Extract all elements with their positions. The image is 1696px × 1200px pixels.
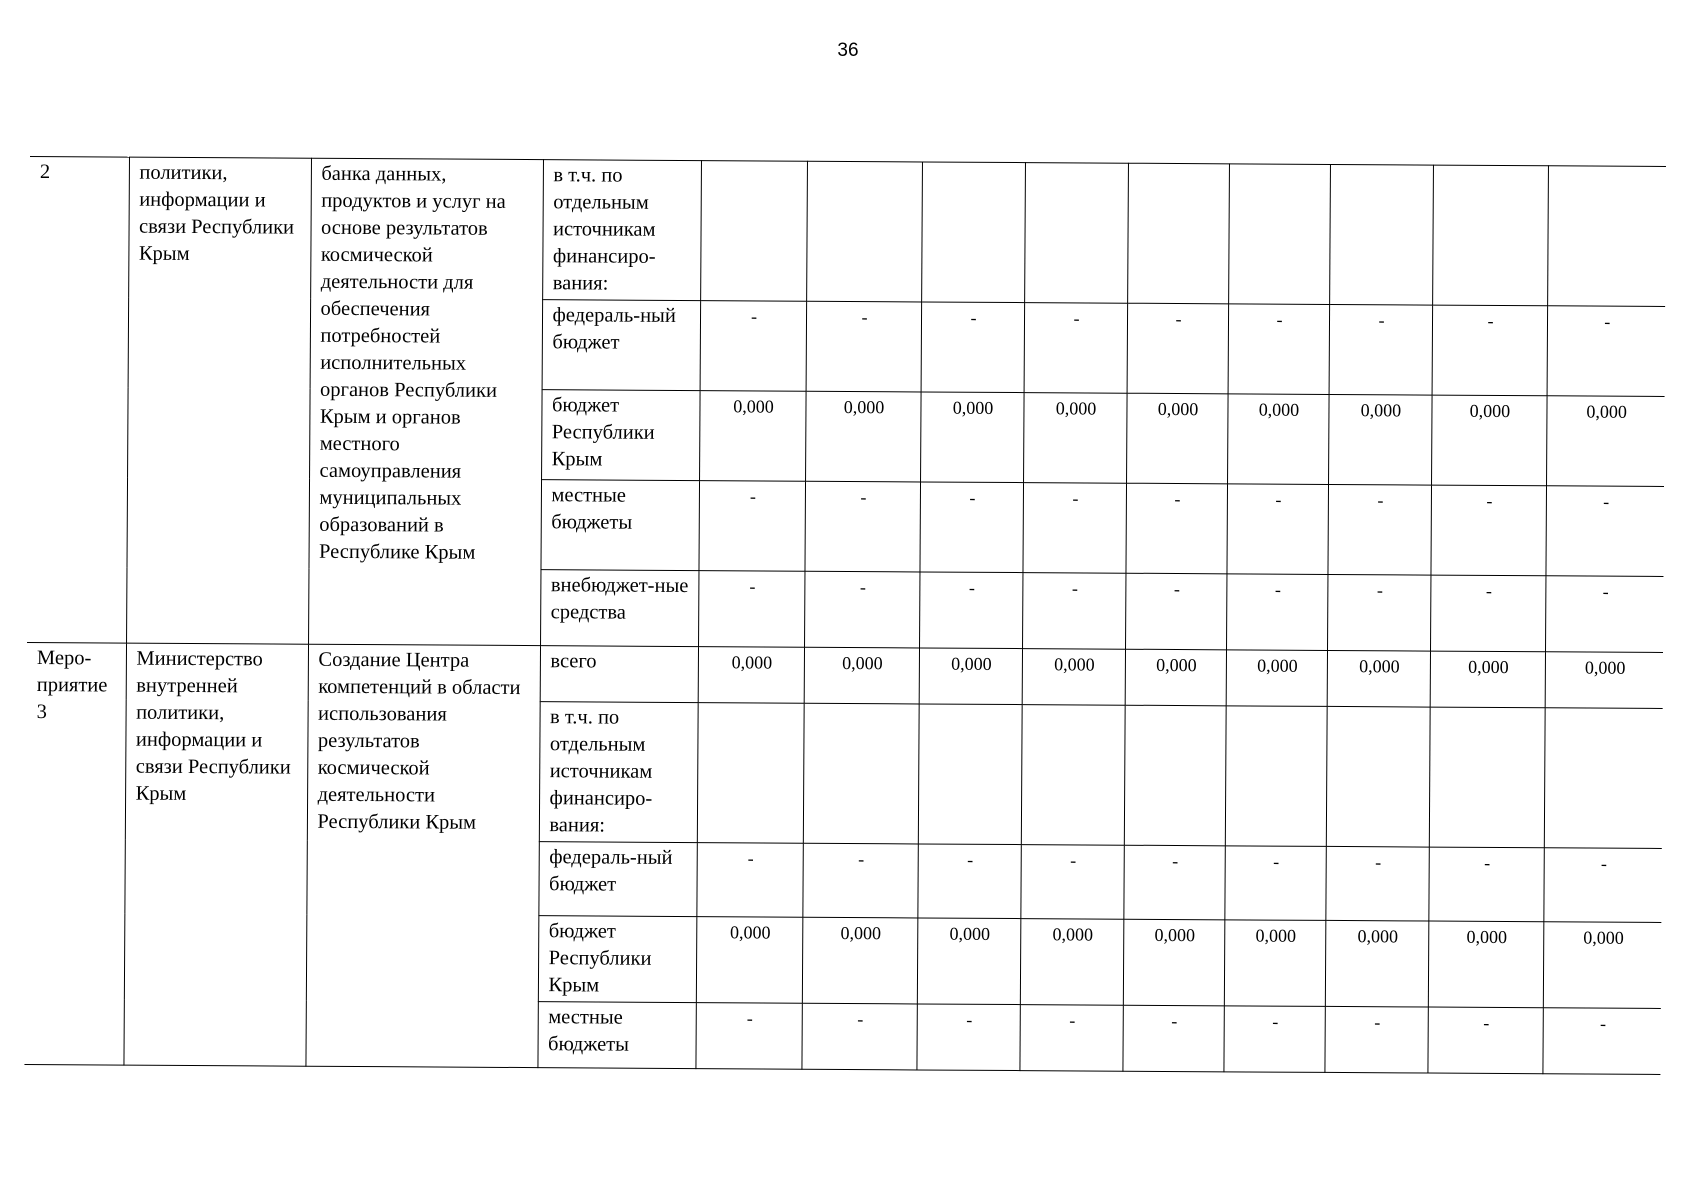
value-cell bbox=[1326, 706, 1430, 847]
value-cell: - bbox=[1122, 1005, 1223, 1072]
funding-source-cell: федераль-ный бюджет bbox=[538, 842, 696, 917]
value-cell bbox=[1329, 164, 1433, 305]
funding-source-cell: местные бюджеты bbox=[537, 1002, 695, 1069]
table-row bbox=[29, 156, 1666, 306]
value-cell: 0,000 bbox=[1325, 920, 1429, 1007]
funding-source-cell: местные бюджеты bbox=[540, 480, 699, 571]
value-cell: 0,000 bbox=[1327, 650, 1430, 707]
value-cell: - bbox=[698, 571, 804, 648]
value-cell: 0,000 bbox=[917, 918, 1021, 1005]
value-cell: 0,000 bbox=[1022, 649, 1125, 706]
row-number-cell: Меро-приятие 3 bbox=[24, 642, 126, 1065]
value-cell: - bbox=[1325, 846, 1428, 921]
value-cell: 0,000 bbox=[1328, 394, 1432, 485]
value-cell bbox=[921, 162, 1025, 303]
value-cell: - bbox=[1547, 306, 1666, 397]
value-cell: - bbox=[804, 481, 920, 572]
value-cell bbox=[1432, 165, 1548, 306]
value-cell bbox=[700, 161, 807, 302]
value-cell: - bbox=[695, 1003, 801, 1070]
value-cell: - bbox=[1428, 847, 1543, 922]
value-cell: - bbox=[1545, 576, 1663, 653]
value-cell: - bbox=[1127, 303, 1229, 394]
value-cell: - bbox=[1123, 845, 1224, 920]
value-cell: 0,000 bbox=[698, 647, 804, 704]
description-cell: банка данных, продуктов и услуг на основе результатов космической деятельности для обеспечения потребностей исполнительных органов Республики Крым и органов местного самоуправления муниципальных образований в Республике Крым bbox=[308, 158, 543, 645]
value-cell bbox=[806, 161, 922, 302]
description-cell: Создание Центра компетенций в области использования результатов космической деятельности Республики Крым bbox=[305, 644, 540, 1067]
funding-source-cell: в т.ч. по отдельным источникам финансиро-вания: bbox=[542, 160, 701, 301]
value-cell: - bbox=[801, 1003, 916, 1070]
value-cell: - bbox=[1324, 1006, 1427, 1073]
value-cell: - bbox=[1020, 845, 1123, 920]
value-cell: 0,000 bbox=[1430, 651, 1545, 708]
value-cell bbox=[1124, 705, 1226, 846]
value-cell: 0,000 bbox=[1226, 650, 1327, 707]
value-cell: - bbox=[1125, 483, 1227, 574]
funding-source-cell: бюджет Республики Крым bbox=[541, 390, 700, 481]
value-cell: - bbox=[1022, 573, 1125, 650]
value-cell: - bbox=[1019, 1005, 1122, 1072]
value-cell: 0,000 bbox=[1431, 395, 1547, 486]
value-cell: - bbox=[1226, 484, 1328, 575]
executor-cell: Министерство внутренней политики, информации и связи Республики Крым bbox=[123, 643, 308, 1066]
value-cell: 0,000 bbox=[1227, 394, 1329, 485]
value-cell bbox=[1127, 163, 1229, 304]
table-row bbox=[27, 642, 1663, 708]
value-cell: - bbox=[1430, 575, 1545, 652]
funding-source-cell: бюджет Республики Крым bbox=[538, 916, 697, 1003]
value-cell: - bbox=[1430, 485, 1546, 576]
value-cell: - bbox=[917, 844, 1020, 919]
value-cell bbox=[1024, 163, 1128, 304]
funding-source-cell: внебюджет-ные средства bbox=[540, 570, 698, 647]
row-number-cell: 2 bbox=[27, 156, 129, 643]
value-cell: - bbox=[696, 843, 802, 918]
value-cell: - bbox=[802, 843, 917, 918]
value-cell: 0,000 bbox=[1023, 393, 1127, 484]
funding-source-cell: в т.ч. по отдельным источникам финансиро-вания: bbox=[539, 702, 698, 843]
value-cell bbox=[1547, 166, 1666, 307]
value-cell bbox=[1429, 707, 1545, 848]
value-cell: 0,000 bbox=[696, 917, 803, 1004]
value-cell: - bbox=[1329, 304, 1433, 395]
value-cell bbox=[1225, 706, 1327, 847]
value-cell: - bbox=[804, 571, 919, 648]
value-cell: - bbox=[1432, 305, 1548, 396]
value-cell: 0,000 bbox=[1545, 652, 1663, 709]
value-cell bbox=[1544, 708, 1663, 849]
value-cell: 0,000 bbox=[919, 648, 1022, 705]
value-cell: 0,000 bbox=[804, 647, 919, 704]
value-cell: - bbox=[1228, 304, 1330, 395]
value-cell: 0,000 bbox=[802, 917, 918, 1004]
funding-source-cell: федераль-ный бюджет bbox=[542, 300, 701, 391]
value-cell: 0,000 bbox=[920, 392, 1024, 483]
value-cell: 0,000 bbox=[1125, 649, 1226, 706]
value-cell: 0,000 bbox=[1020, 919, 1124, 1006]
value-cell: - bbox=[698, 481, 805, 572]
value-cell: - bbox=[1224, 846, 1325, 921]
value-cell: - bbox=[1327, 484, 1431, 575]
value-cell: 0,000 bbox=[1546, 396, 1665, 487]
value-cell: - bbox=[1024, 303, 1128, 394]
value-cell: - bbox=[919, 572, 1022, 649]
value-cell: 0,000 bbox=[805, 391, 921, 482]
value-cell bbox=[918, 704, 1022, 845]
value-cell: 0,000 bbox=[1126, 393, 1228, 484]
value-cell: - bbox=[1327, 574, 1430, 651]
value-cell: 0,000 bbox=[1123, 919, 1225, 1006]
value-cell: - bbox=[1125, 573, 1226, 650]
value-cell: 0,000 bbox=[1428, 921, 1544, 1008]
budget-table bbox=[24, 156, 1666, 1075]
value-cell: - bbox=[916, 1004, 1019, 1071]
value-cell: - bbox=[919, 482, 1023, 573]
value-cell: - bbox=[1427, 1007, 1542, 1074]
value-cell: 0,000 bbox=[1543, 922, 1662, 1009]
value-cell: - bbox=[700, 301, 807, 392]
value-cell bbox=[1021, 705, 1125, 846]
value-cell: 0,000 bbox=[699, 391, 806, 482]
value-cell: - bbox=[921, 302, 1025, 393]
value-cell: - bbox=[1542, 1008, 1660, 1075]
value-cell: - bbox=[1543, 848, 1661, 923]
value-cell bbox=[697, 703, 804, 844]
value-cell bbox=[803, 703, 919, 844]
executor-cell: политики, информации и связи Республики Крым bbox=[126, 157, 311, 644]
value-cell: 0,000 bbox=[1224, 920, 1326, 1007]
value-cell: - bbox=[806, 301, 922, 392]
page-number: 36 bbox=[837, 40, 859, 61]
value-cell: - bbox=[1022, 483, 1126, 574]
value-cell: - bbox=[1226, 574, 1327, 651]
value-cell bbox=[1228, 164, 1330, 305]
funding-source-cell: всего bbox=[540, 646, 698, 703]
table-body bbox=[24, 156, 1666, 1074]
value-cell: - bbox=[1545, 486, 1664, 577]
value-cell: - bbox=[1223, 1006, 1324, 1073]
